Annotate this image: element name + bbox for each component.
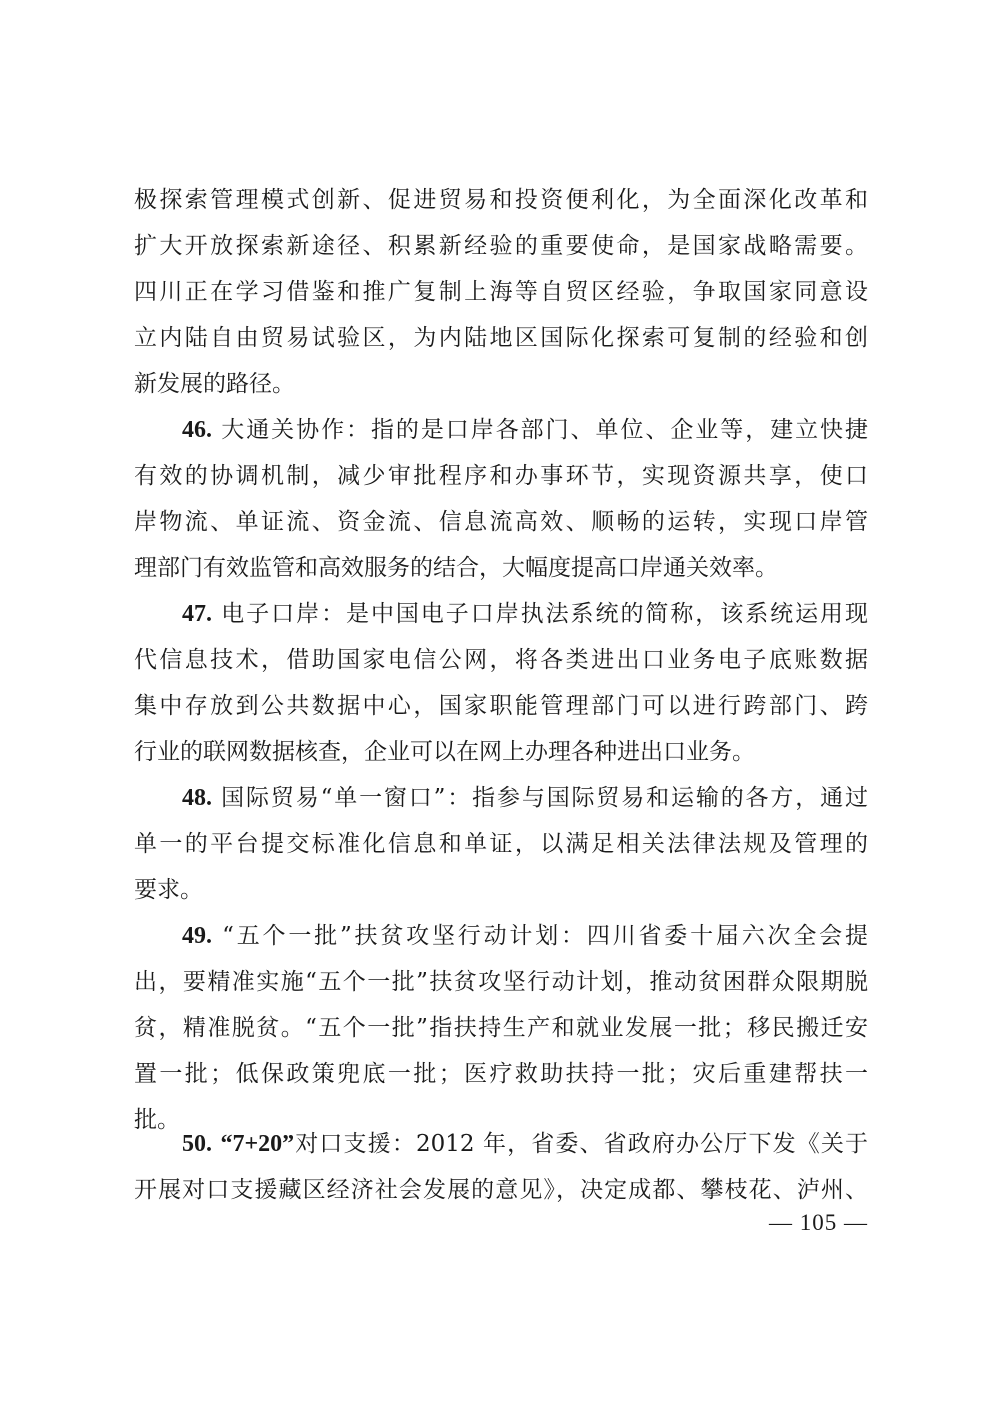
entry-47-line-3: 集中存放到公共数据中心，国家职能管理部门可以进行跨部门、跨 bbox=[134, 693, 868, 719]
entry-50-first-line bbox=[182, 1120, 868, 1168]
page-number: — 105 — bbox=[769, 1210, 868, 1235]
entry-49-line-3: 贫，精准脱贫。“五个一批”指扶持生产和就业发展一批；移民搬迁安 bbox=[134, 1015, 868, 1041]
entry-46-line-2: 有效的协调机制，减少审批程序和办事环节，实现资源共享，使口 bbox=[134, 463, 868, 489]
para-45-line-3: 四川正在学习借鉴和推广复制上海等自贸区经验，争取国家同意设 bbox=[134, 279, 868, 305]
entry-46-line-3: 岸物流、单证流、资金流、信息流高效、顺畅的运转，实现口岸管 bbox=[134, 509, 868, 535]
para-45-line-1: 极探索管理模式创新、促进贸易和投资便利化，为全面深化改革和 bbox=[134, 187, 868, 213]
entry-47-line-2: 代信息技术，借助国家电信公网，将各类进出口业务电子底账数据 bbox=[134, 647, 868, 673]
para-45-line-5: 新发展的路径。 bbox=[134, 371, 295, 397]
entry-49-line-4: 置一批；低保政策兜底一批；医疗救助扶持一批；灾后重建帮扶一 bbox=[134, 1061, 868, 1087]
entry-46-line-4: 理部门有效监管和高效服务的结合，大幅度提高口岸通关效率。 bbox=[134, 555, 778, 581]
entry-47-number: 47. bbox=[182, 601, 212, 627]
entry-48-line-2: 单一的平台提交标准化信息和单证，以满足相关法律法规及管理的 bbox=[134, 831, 868, 857]
entry-49-line-2: 出，要精准实施“五个一批”扶贫攻坚行动计划，推动贫困群众限期脱 bbox=[134, 969, 868, 995]
entry-49-first-line bbox=[182, 912, 868, 960]
entry-50-term: “7+20” bbox=[220, 1131, 295, 1157]
entry-49-line-5: 批。 bbox=[134, 1107, 180, 1133]
entry-50-line-2: 开展对口支援藏区经济社会发展的意见》，决定成都、攀枝花、泸州、 bbox=[134, 1177, 868, 1203]
entry-47-line-4: 行业的联网数据核查，企业可以在网上办理各种进出口业务。 bbox=[134, 739, 755, 765]
entry-48-first-line bbox=[182, 774, 868, 822]
entry-50-number: 50. bbox=[182, 1131, 212, 1157]
entry-46-first-line bbox=[182, 406, 868, 454]
para-45-line-2: 扩大开放探索新途径、积累新经验的重要使命，是国家战略需要。 bbox=[134, 233, 868, 259]
entry-48-text: 国际贸易“单一窗口”：指参与国际贸易和运输的各方，通过 bbox=[221, 785, 868, 811]
entry-47-text: 电子口岸：是中国电子口岸执法系统的简称，该系统运用现 bbox=[221, 601, 868, 627]
entry-49-number: 49. bbox=[182, 923, 212, 949]
entry-49-text: “五个一批”扶贫攻坚行动计划：四川省委十届六次全会提 bbox=[222, 923, 868, 949]
entry-50-text: 对口支援：2012 年，省委、省政府办公厅下发《关于 bbox=[294, 1131, 868, 1157]
para-45-line-4: 立内陆自由贸易试验区，为内陆地区国际化探索可复制的经验和创 bbox=[134, 325, 868, 351]
entry-47-first-line bbox=[182, 590, 868, 638]
entry-48-line-3: 要求。 bbox=[134, 877, 203, 903]
entry-48-number: 48. bbox=[182, 785, 212, 811]
entry-46-text: 大通关协作：指的是口岸各部门、单位、企业等，建立快捷 bbox=[221, 417, 868, 443]
entry-46-number: 46. bbox=[182, 417, 212, 443]
